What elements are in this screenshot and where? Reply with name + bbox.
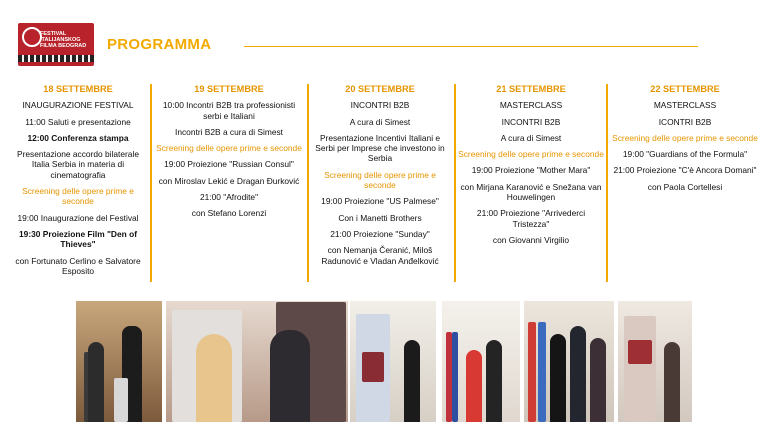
photo-festival-banner-woman bbox=[350, 301, 436, 422]
film-strip-icon bbox=[18, 55, 94, 62]
screening-note: Screening delle opere prime e seconde bbox=[22, 186, 134, 207]
program-entry: 21:00 Proiezione "C'è Ancora Domani" bbox=[613, 165, 757, 176]
program-entry: Con i Manetti Brothers bbox=[338, 212, 422, 223]
photo-flag-couple bbox=[442, 301, 520, 422]
program-entry: con Nemanja Čeranić, Miloš Radunović e Vladan Anđelković bbox=[321, 245, 439, 266]
festival-logo bbox=[18, 23, 94, 66]
column-divider bbox=[606, 84, 608, 282]
program-entry: Incontri B2B a cura di Simest bbox=[175, 126, 283, 137]
program-entry: A cura di Simest bbox=[500, 132, 562, 143]
page-title: PROGRAMMA bbox=[107, 36, 212, 53]
column-divider bbox=[307, 84, 309, 282]
program-entry: 19:00 Inaugurazione del Festival bbox=[17, 212, 139, 223]
day-column-21 bbox=[458, 84, 604, 282]
day-column-19 bbox=[154, 84, 304, 282]
day-date: 20 SETTEMBRE bbox=[345, 84, 415, 94]
program-entry: INCONTRI B2B bbox=[501, 116, 561, 127]
program-entry: 21:00 Proiezione "Sunday" bbox=[330, 228, 430, 239]
program-entry: ICONTRI B2B bbox=[658, 116, 712, 127]
photo-interview bbox=[166, 301, 348, 422]
day-date: 19 SETTEMBRE bbox=[194, 84, 264, 94]
logo-text: FESTIVAL ITALIJANSKOG FILMA BEOGRAD bbox=[40, 31, 87, 49]
program-entry: 21:00 "Afrodite" bbox=[199, 192, 259, 203]
program-entry: Presentazione Incentivi Italiani e Serbi per Imprese che investono in Serbia bbox=[315, 132, 445, 164]
program-entry: 11:00 Saluti e presentazione bbox=[25, 116, 131, 127]
film-reel-icon bbox=[22, 27, 42, 47]
photo-strip bbox=[76, 301, 692, 422]
title-rule bbox=[244, 46, 698, 47]
program-entry: 12:00 Conferenza stampa bbox=[27, 132, 129, 143]
program-entry: INCONTRI B2B bbox=[350, 100, 410, 111]
program-entry: 19:00 "Guardians of the Formula" bbox=[622, 149, 748, 160]
program-entry: 19:00 Proiezione "Russian Consul" bbox=[164, 159, 294, 170]
screening-note: Screening delle opere prime e seconde bbox=[156, 143, 302, 154]
program-entry: con Stefano Lorenzi bbox=[191, 208, 267, 219]
day-date: 22 SETTEMBRE bbox=[650, 84, 720, 94]
program-entry: 19:30 Proiezione Film "Den of Thieves" bbox=[19, 228, 137, 250]
program-entry: con Miroslav Lekić e Dragan Đurković bbox=[158, 175, 300, 186]
screening-note: Screening delle opere prime e seconde bbox=[612, 132, 758, 143]
program-entry: INAUGURAZIONE FESTIVAL bbox=[22, 100, 134, 111]
program-entry: con Paola Cortellesi bbox=[647, 181, 723, 192]
column-divider bbox=[454, 84, 456, 282]
program-entry: 19:00 Proiezione "Mother Mara" bbox=[471, 165, 591, 176]
screening-note: Screening delle opere prime e seconde bbox=[324, 169, 436, 191]
day-column-18 bbox=[10, 84, 146, 282]
photo-banner-woman bbox=[618, 301, 692, 422]
program-entry: 19:00 Proiezione "US Palmese" bbox=[321, 196, 439, 207]
day-date: 18 SETTEMBRE bbox=[43, 84, 113, 94]
program-entry: con Fortunato Cerlino e Salvatore Esposito bbox=[15, 255, 141, 276]
program-entry: Presentazione accordo bilaterale Italia Serbia in materia di cinematografia bbox=[17, 149, 139, 180]
column-divider bbox=[150, 84, 152, 282]
day-column-20 bbox=[312, 84, 448, 282]
program-columns bbox=[10, 84, 764, 284]
day-column-22 bbox=[610, 84, 760, 282]
screening-note: Screening delle opere prime e seconde bbox=[458, 149, 604, 160]
program-entry: con Giovanni Virgilio bbox=[492, 234, 570, 245]
photo-podium-speakers bbox=[76, 301, 162, 422]
program-entry: MASTERCLASS bbox=[653, 100, 717, 111]
program-entry: A cura di Simest bbox=[349, 116, 411, 127]
photo-group-flags bbox=[524, 301, 614, 422]
day-date: 21 SETTEMBRE bbox=[496, 84, 566, 94]
program-entry: 10:00 Incontri B2B tra professionisti serbi e Italiani bbox=[162, 100, 296, 121]
program-entry: con Mirjana Karanović e Snežana van Houwelingen bbox=[460, 181, 602, 203]
program-entry: MASTERCLASS bbox=[499, 100, 563, 111]
program-entry: 21:00 Proiezione "Arrivederci Tristezza" bbox=[476, 208, 586, 229]
